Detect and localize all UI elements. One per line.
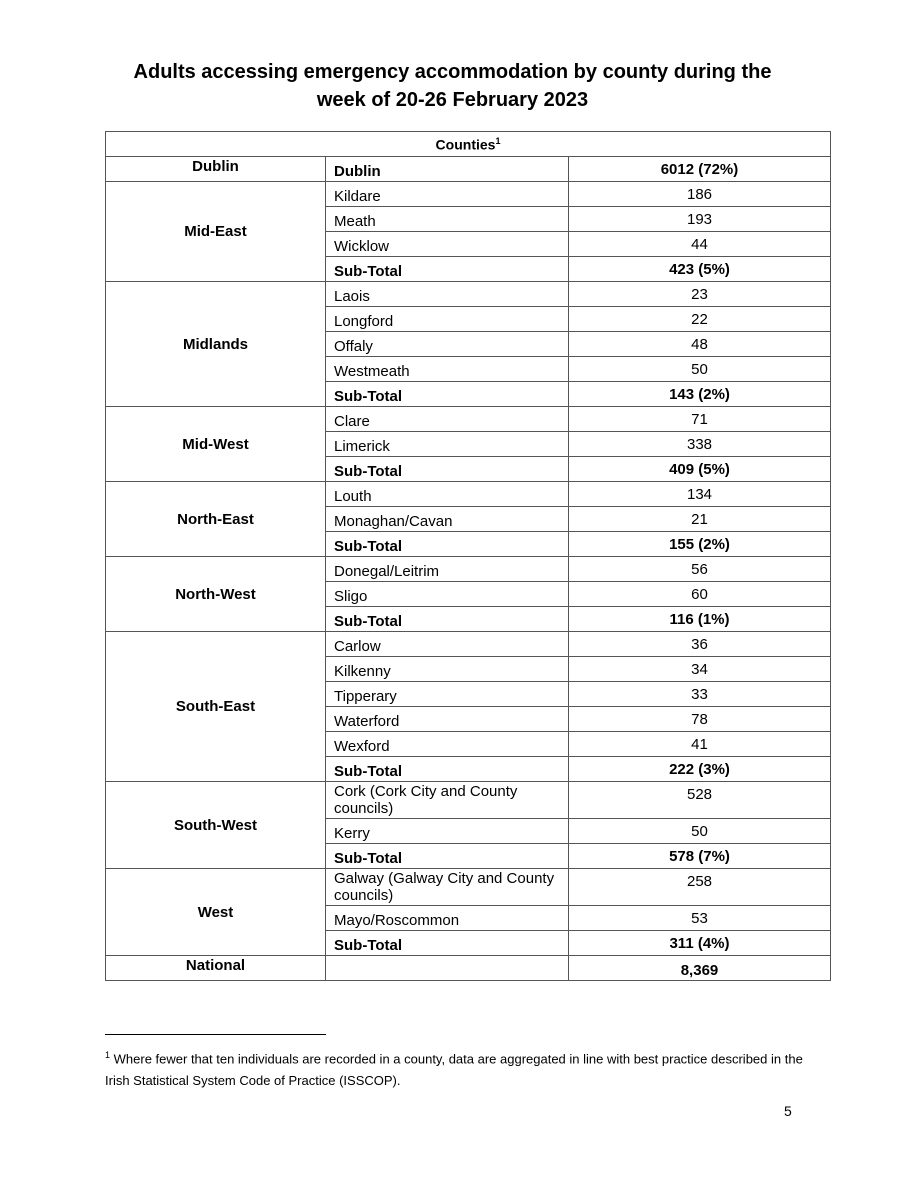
- table-row: [106, 407, 831, 432]
- value-cell: 193: [569, 207, 831, 232]
- table-header-row: [106, 132, 831, 157]
- table-row: [106, 632, 831, 657]
- subtotal-value: 409 (5%): [569, 457, 831, 482]
- footnote-text: Where fewer that ten individuals are recorded in a county, data are aggregated in line with best practice described in the Irish Statistical System Code of Practice (ISSCOP).: [105, 1051, 803, 1089]
- value-cell: 71: [569, 407, 831, 432]
- subtotal-label: Sub-Total: [326, 757, 569, 782]
- county-cell: Donegal/Leitrim: [326, 557, 569, 582]
- value-cell: 41: [569, 732, 831, 757]
- county-cell: Louth: [326, 482, 569, 507]
- subtotal-value: 423 (5%): [569, 257, 831, 282]
- value-cell: 22: [569, 307, 831, 332]
- table-row: [106, 182, 831, 207]
- value-cell: 60: [569, 582, 831, 607]
- value-cell: 258: [569, 869, 831, 906]
- county-cell: Kildare: [326, 182, 569, 207]
- subtotal-value: 311 (4%): [569, 931, 831, 956]
- subtotal-value: 116 (1%): [569, 607, 831, 632]
- value-cell: 78: [569, 707, 831, 732]
- county-cell: Clare: [326, 407, 569, 432]
- region-mid-east: Mid-East: [106, 182, 326, 282]
- counties-header: Counties$^1$: [106, 132, 831, 157]
- region-midlands: Midlands: [106, 282, 326, 407]
- county-cell: Waterford: [326, 707, 569, 732]
- value-cell: 528: [569, 782, 831, 819]
- table-row: [106, 782, 831, 819]
- title-line-1: Adults accessing emergency accommodation by county during the: [133, 61, 772, 83]
- region-south-east: South-East: [106, 632, 326, 782]
- subtotal-label: Sub-Total: [326, 607, 569, 632]
- county-cell: Monaghan/Cavan: [326, 507, 569, 532]
- footnote-marker: 1: [495, 135, 501, 146]
- subtotal-label: Sub-Total: [326, 382, 569, 407]
- value-cell: 338: [569, 432, 831, 457]
- table-row: [106, 482, 831, 507]
- subtotal-label: Sub-Total: [326, 457, 569, 482]
- national-value: 8,369: [569, 956, 831, 981]
- value-cell: 21: [569, 507, 831, 532]
- county-cell: Longford: [326, 307, 569, 332]
- county-cell: Wicklow: [326, 232, 569, 257]
- county-cell: Offaly: [326, 332, 569, 357]
- table-row: [106, 282, 831, 307]
- value-cell: 56: [569, 557, 831, 582]
- table-row: [106, 157, 831, 182]
- county-cell: Dublin: [326, 157, 569, 182]
- value-cell: 36: [569, 632, 831, 657]
- value-cell: 53: [569, 906, 831, 931]
- county-cell: Cork (Cork City and County councils): [326, 782, 569, 819]
- value-cell: 50: [569, 357, 831, 382]
- region-south-west: South-West: [106, 782, 326, 869]
- county-cell: Westmeath: [326, 357, 569, 382]
- footnote: [105, 1044, 805, 1092]
- region-north-east: North-East: [106, 482, 326, 557]
- value-cell: 48: [569, 332, 831, 357]
- value-cell: 6012 (72%): [569, 157, 831, 182]
- value-cell: 134: [569, 482, 831, 507]
- value-cell: 23: [569, 282, 831, 307]
- region-west: West: [106, 869, 326, 956]
- national-empty-cell: [326, 956, 569, 981]
- subtotal-value: 155 (2%): [569, 532, 831, 557]
- county-cell: Mayo/Roscommon: [326, 906, 569, 931]
- county-cell: Tipperary: [326, 682, 569, 707]
- national-label: National: [106, 956, 326, 981]
- table-row: [106, 869, 831, 906]
- county-cell: Laois: [326, 282, 569, 307]
- county-cell: Carlow: [326, 632, 569, 657]
- county-cell: Kilkenny: [326, 657, 569, 682]
- subtotal-value: 143 (2%): [569, 382, 831, 407]
- region-mid-west: Mid-West: [106, 407, 326, 482]
- national-row: [106, 956, 831, 981]
- county-cell: Wexford: [326, 732, 569, 757]
- page-number: 5: [784, 1103, 792, 1119]
- subtotal-value: 578 (7%): [569, 844, 831, 869]
- accommodation-table: [105, 131, 831, 981]
- title-line-2: week of 20-26 February 2023: [316, 89, 589, 111]
- subtotal-label: Sub-Total: [326, 931, 569, 956]
- value-cell: 186: [569, 182, 831, 207]
- footnote-number: 1: [105, 1050, 111, 1060]
- footnote-divider: [105, 1034, 326, 1035]
- county-cell: Kerry: [326, 819, 569, 844]
- subtotal-label: Sub-Total: [326, 532, 569, 557]
- table-row: [106, 557, 831, 582]
- subtotal-label: Sub-Total: [326, 844, 569, 869]
- region-north-west: North-West: [106, 557, 326, 632]
- document-title: [0, 58, 905, 114]
- value-cell: 34: [569, 657, 831, 682]
- county-cell: Meath: [326, 207, 569, 232]
- county-cell: Sligo: [326, 582, 569, 607]
- county-cell: Galway (Galway City and County councils): [326, 869, 569, 906]
- subtotal-value: 222 (3%): [569, 757, 831, 782]
- value-cell: 44: [569, 232, 831, 257]
- subtotal-label: Sub-Total: [326, 257, 569, 282]
- value-cell: 50: [569, 819, 831, 844]
- value-cell: 33: [569, 682, 831, 707]
- region-dublin: Dublin: [106, 157, 326, 182]
- county-cell: Limerick: [326, 432, 569, 457]
